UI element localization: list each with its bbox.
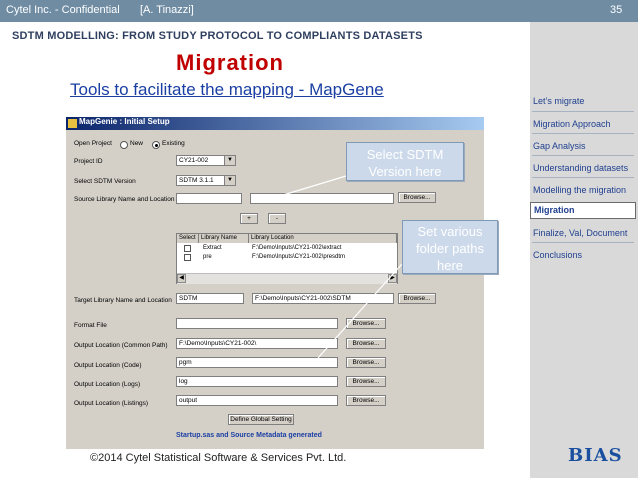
sidebar-item-lets-migrate[interactable]: Let’s migrate xyxy=(533,96,585,106)
slide-subtitle: Tools to facilitate the mapping - MapGene xyxy=(70,80,384,99)
sidebar-item-migration[interactable]: Migration xyxy=(530,202,636,219)
logo-text: BIAS xyxy=(568,445,623,466)
window-title: MapGenie : Initial Setup xyxy=(79,117,170,126)
output-listings-label: Output Location (Listings) xyxy=(74,400,149,407)
grid-header-library-location[interactable]: Library Location xyxy=(249,234,397,243)
callout-pointer-paths xyxy=(318,264,402,358)
format-file-label: Format File xyxy=(74,322,107,329)
browse-listings-button[interactable]: Browse... xyxy=(346,395,386,406)
target-library-label: Target Library Name and Location xyxy=(74,297,172,304)
output-listings-input[interactable]: output xyxy=(176,395,338,406)
project-id-label: Project ID xyxy=(74,158,103,165)
project-id-value: CY21-002 xyxy=(179,157,209,164)
browse-source-button[interactable]: Browse... xyxy=(398,192,436,203)
grid-cell-library-location: F:\Demo\Inputs\CY21-002\presdtm xyxy=(252,254,346,260)
define-global-setting-button[interactable]: Define Global Setting xyxy=(228,414,294,425)
remove-library-button[interactable]: - xyxy=(268,213,286,224)
page-number: 35 xyxy=(610,4,623,16)
slide-main-title: SDTM MODELLING: FROM STUDY PROTOCOL TO COMPLIANTS DATASETS xyxy=(12,30,423,42)
grid-header-select[interactable]: Select xyxy=(177,234,199,243)
output-logs-input[interactable]: log xyxy=(176,376,338,387)
radio-new-label: New xyxy=(130,140,144,147)
sidebar-item-conclusions[interactable]: Conclusions xyxy=(533,250,583,260)
output-common-label: Output Location (Common Path) xyxy=(74,342,168,349)
section-title: Migration xyxy=(176,50,284,75)
browse-logs-button[interactable]: Browse... xyxy=(346,376,386,387)
browse-target-button[interactable]: Browse... xyxy=(398,293,436,304)
sdtm-version-value: SDTM 3.1.1 xyxy=(179,177,214,184)
browse-format-button[interactable]: Browse... xyxy=(346,318,386,329)
sidebar-item-modelling-migration[interactable]: Modelling the migration xyxy=(533,185,627,195)
chevron-down-icon[interactable]: ▼ xyxy=(224,176,235,185)
output-common-input[interactable]: F:\Demo\Inputs\CY21-002\ xyxy=(176,338,338,349)
callout-set-paths: Set various folder paths here xyxy=(402,220,498,274)
copyright-footer: ©2014 Cytel Statistical Software & Services Pvt. Ltd. xyxy=(90,452,347,464)
sidebar-item-migration-approach[interactable]: Migration Approach xyxy=(533,119,611,129)
add-library-button[interactable]: + xyxy=(240,213,258,224)
scroll-right-icon[interactable]: ▶ xyxy=(388,274,397,283)
browse-code-button[interactable]: Browse... xyxy=(346,357,386,368)
target-library-name-input[interactable]: SDTM xyxy=(176,293,244,304)
author-label: [A. Tinazzi] xyxy=(140,4,194,16)
callout-select-sdtm: Select SDTM Version here xyxy=(346,142,464,181)
sidebar-item-gap-analysis[interactable]: Gap Analysis xyxy=(533,141,586,151)
output-code-input[interactable]: pgm xyxy=(176,357,338,368)
source-library-label: Source Library Name and Location xyxy=(74,196,175,203)
status-message: Startup.sas and Source Metadata generated xyxy=(176,432,322,439)
bias-logo xyxy=(565,445,623,466)
browse-common-button[interactable]: Browse... xyxy=(346,338,386,349)
callout-pointer-sdtm xyxy=(270,176,346,199)
scroll-left-icon[interactable]: ◀ xyxy=(177,274,186,283)
grid-cell-library-name: pre xyxy=(203,254,212,260)
confidential-label: Cytel Inc. - Confidential xyxy=(6,4,120,16)
target-library-location-input[interactable]: F:\Demo\Inputs\CY21-002\SDTM xyxy=(252,293,394,304)
sdtm-version-label: Select SDTM Version xyxy=(74,178,136,185)
grid-cell-library-name: Extract xyxy=(203,245,222,251)
output-logs-label: Output Location (Logs) xyxy=(74,381,141,388)
sidebar-item-finalize[interactable]: Finalize, Val, Document xyxy=(533,228,628,238)
grid-cell-library-location: F:\Demo\Inputs\CY21-002\extract xyxy=(252,245,342,251)
grid-header-library-name[interactable]: Library Name xyxy=(199,234,249,243)
open-project-label: Open Project xyxy=(74,140,112,147)
radio-existing-label: Existing xyxy=(162,140,185,147)
output-code-label: Output Location (Code) xyxy=(74,362,142,369)
sidebar-item-understanding-datasets[interactable]: Understanding datasets xyxy=(533,163,629,173)
chevron-down-icon[interactable]: ▼ xyxy=(224,156,235,165)
